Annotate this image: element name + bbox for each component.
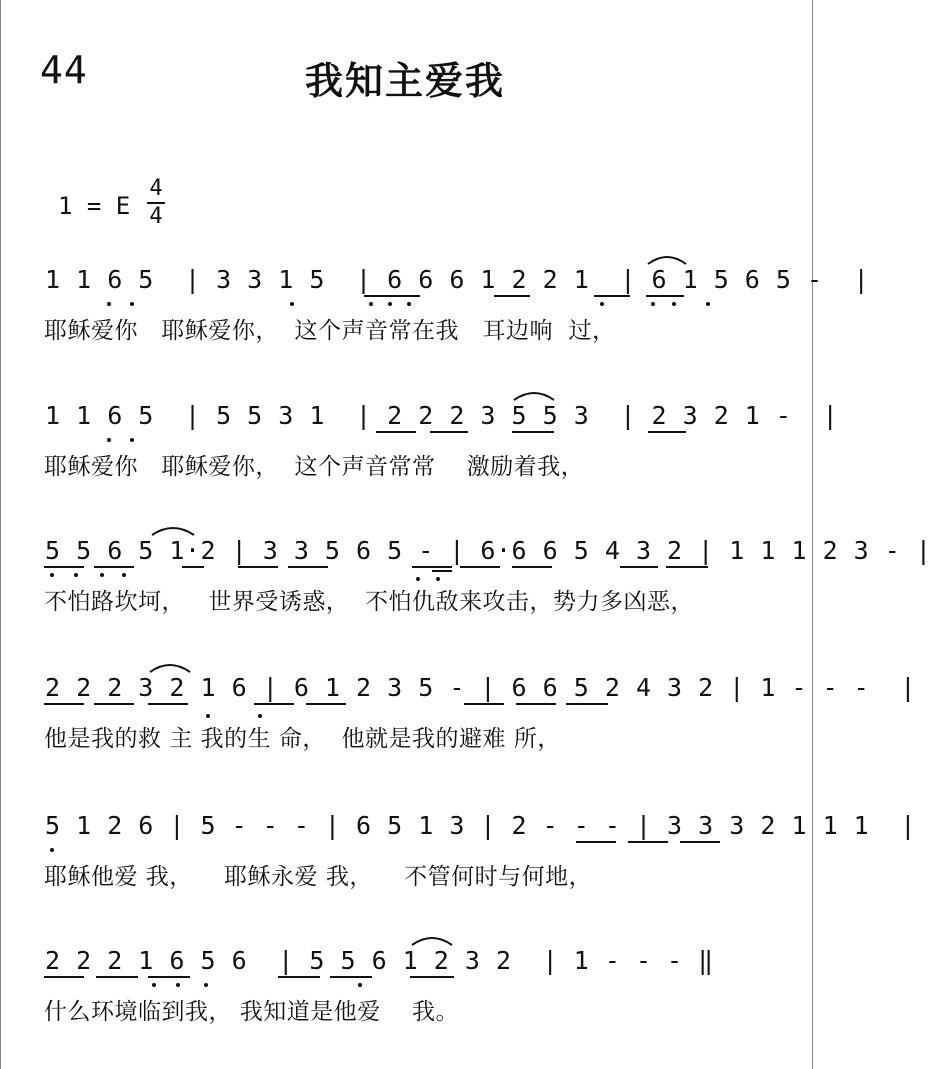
low-octave-dot (74, 573, 78, 577)
tie-slur (410, 933, 454, 947)
time-signature-bottom: 4 (149, 204, 163, 229)
lyrics-line: 耶稣爱你 耶稣爱你， 这个声音常常 激励着我， (44, 454, 585, 480)
beat-underline (432, 570, 452, 572)
lyrics-line: 他是我的救 主 我的生 命， 他就是我的避难 所， (44, 726, 561, 752)
beat-underline (646, 295, 684, 297)
low-octave-dot (50, 573, 54, 577)
beat-underline (44, 703, 84, 705)
music-system-4 (0, 670, 916, 770)
beat-underline (666, 566, 708, 568)
notation-line: 2 2 2 3 2 1 6 | 6 1 2 3 5 - | 6 6 5 2 4 3 2 | 1 - - - | (45, 673, 916, 702)
notation-line: 5 1 2 6 | 5 - - - | 6 5 1 3 | 2 - - - | 3 3 3 2 1 1 1 | (45, 811, 916, 840)
beat-underline (680, 841, 720, 843)
beat-underline (94, 703, 134, 705)
tie-slur (150, 523, 196, 537)
beat-underline (44, 566, 84, 568)
low-octave-dot (672, 302, 676, 306)
music-system-5 (0, 808, 916, 908)
music-system-3 (0, 533, 931, 633)
beat-underline (494, 295, 530, 297)
notation-line: 2 2 2 1 6 5 6 | 5 5 6 1 2 3 2 | 1 - - - ‖ (45, 946, 714, 975)
beat-underline (430, 431, 468, 433)
low-octave-dot (130, 302, 134, 306)
beat-underline (566, 703, 608, 705)
low-octave-dot (388, 302, 392, 306)
beat-underline (96, 976, 138, 978)
low-octave-dot (369, 302, 373, 306)
beat-underline (516, 703, 556, 705)
lyrics-line: 什么环境临到我， 我知道是他爱 我。 (44, 999, 460, 1025)
low-octave-dot (152, 983, 156, 987)
tie-slur (512, 388, 556, 402)
notation-line: 1 1 6 5 | 3 3 1 5 | 6 6 6 1 2 2 1 | 6 1 5 6 5 - | (45, 265, 870, 294)
low-octave-dot (416, 577, 420, 581)
low-octave-dot (107, 302, 111, 306)
beat-underline (148, 976, 190, 978)
low-octave-dot (107, 438, 111, 442)
low-octave-dot (407, 302, 411, 306)
beat-underline (576, 841, 616, 843)
beat-underline (620, 566, 658, 568)
low-octave-dot (258, 714, 262, 718)
tie-slur (646, 252, 688, 266)
lyrics-line: 耶稣他爱 我， 耶稣永爱 我， 不管何时与何地， (44, 864, 593, 890)
time-signature-top: 4 (149, 176, 163, 201)
notation-line: 5 5 6 5 1·2 | 3 3 5 6 5 - | 6·6 6 5 4 3 2 | 1 1 1 2 3 - | (45, 536, 931, 565)
beat-underline (94, 566, 134, 568)
beat-underline (288, 566, 328, 568)
beat-underline (364, 295, 420, 297)
low-octave-dot (706, 302, 710, 306)
beat-underline (512, 431, 554, 433)
hymn-number: 44 (40, 48, 88, 92)
time-signature (146, 176, 166, 230)
beat-underline (410, 976, 454, 978)
low-octave-dot (122, 573, 126, 577)
music-system-2 (0, 398, 839, 498)
beat-underline (278, 976, 320, 978)
low-octave-dot (600, 302, 604, 306)
beat-underline (512, 566, 552, 568)
beat-underline (648, 431, 686, 433)
music-system-1 (0, 262, 870, 362)
beat-underline (306, 703, 346, 705)
hymn-title: 我知主爱我 (304, 59, 505, 103)
low-octave-dot (204, 983, 208, 987)
low-octave-dot (50, 848, 54, 852)
beat-underline (330, 976, 372, 978)
music-system-6 (0, 943, 814, 1043)
low-octave-dot (290, 302, 294, 306)
beat-underline (464, 703, 504, 705)
beat-underline (44, 976, 84, 978)
low-octave-dot (436, 577, 440, 581)
tie-slur (148, 660, 192, 674)
beat-underline (460, 566, 500, 568)
notation-line: 1 1 6 5 | 5 5 3 1 | 2 2 2 3 5 5 3 | 2 3 2 1 - | (45, 401, 839, 430)
lyrics-line: 不怕路坎坷， 世界受诱惑， 不怕仇敌来攻击，势力多凶恶， (44, 589, 695, 615)
low-octave-dot (100, 573, 104, 577)
low-octave-dot (176, 983, 180, 987)
beat-underline (148, 703, 188, 705)
beat-underline (254, 703, 294, 705)
key-signature: 1 = E (58, 192, 131, 220)
beat-underline (412, 566, 452, 568)
low-octave-dot (206, 714, 210, 718)
low-octave-dot (651, 302, 655, 306)
beat-underline (238, 566, 278, 568)
low-octave-dot (130, 438, 134, 442)
lyrics-line: 耶稣爱你 耶稣爱你， 这个声音常在我 耳边响 过， (44, 318, 616, 344)
beat-underline (594, 295, 630, 297)
beat-underline (182, 566, 204, 568)
low-octave-dot (358, 983, 362, 987)
beat-underline (628, 841, 668, 843)
beat-underline (376, 431, 416, 433)
